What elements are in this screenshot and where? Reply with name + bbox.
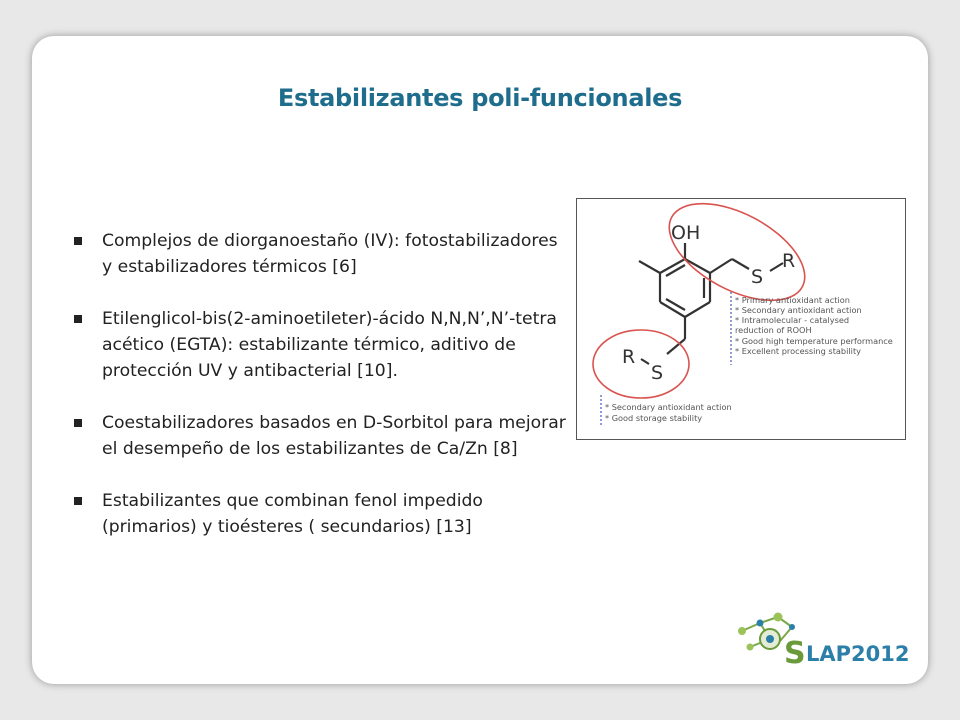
bullet-list — [72, 228, 572, 566]
note-line: * Secondary antioxidant action — [605, 402, 732, 412]
slap-logo — [730, 603, 910, 675]
note-line: * Good high temperature performance — [735, 336, 893, 346]
bullet-text: Estabilizantes que combinan fenol impedido (primarios) y tioésteres ( secundarios) [13] — [102, 491, 483, 537]
bullet-item — [72, 228, 572, 280]
sulfur-label-bottom: S — [651, 362, 664, 384]
r-label-bottom: R — [622, 346, 636, 368]
sulfur-label-top: S — [751, 266, 764, 288]
bullet-square-icon — [74, 497, 82, 505]
bullet-item — [72, 410, 572, 462]
bullet-square-icon — [74, 419, 82, 427]
logo-letter-s: S — [784, 636, 806, 671]
slide-title: Estabilizantes poli-funcionales — [277, 84, 683, 112]
bullet-text: Coestabilizadores basados en D-Sorbitol para mejorar el desempeño de los estabilizantes de Ca/Zn [8] — [102, 413, 566, 459]
highlight-ellipse-bottom — [593, 330, 689, 398]
note-line: * Secondary antioxidant action — [735, 305, 862, 315]
bullet-item — [72, 488, 572, 540]
bullet-item — [72, 306, 572, 384]
structure-drawing — [577, 199, 905, 439]
bullet-text: Etilenglicol-bis(2-aminoetileter)-ácido N,N,N’,N’-tetra acético (EGTA): estabilizante térmico, aditivo de protección UV y antibacterial [10]. — [102, 309, 557, 381]
note-line: * Excellent processing stability — [735, 346, 861, 356]
slap-logo-graphic — [730, 603, 910, 675]
note-line: * Good storage stability — [605, 413, 703, 423]
bullet-square-icon — [74, 315, 82, 323]
chemical-structure-figure — [576, 198, 906, 440]
bullet-square-icon — [74, 237, 82, 245]
note-line: * Intramolecular - catalysed — [735, 315, 850, 325]
logo-text: LAP2012 — [806, 642, 910, 666]
oh-label: OH — [671, 222, 701, 244]
note-line: reduction of ROOH — [735, 325, 812, 335]
r-label-top: R — [782, 250, 796, 272]
note-line: * Primary antioxidant action — [735, 295, 850, 305]
bullet-text: Complejos de diorganoestaño (IV): fotostabilizadores y estabilizadores térmicos [6] — [102, 231, 558, 277]
